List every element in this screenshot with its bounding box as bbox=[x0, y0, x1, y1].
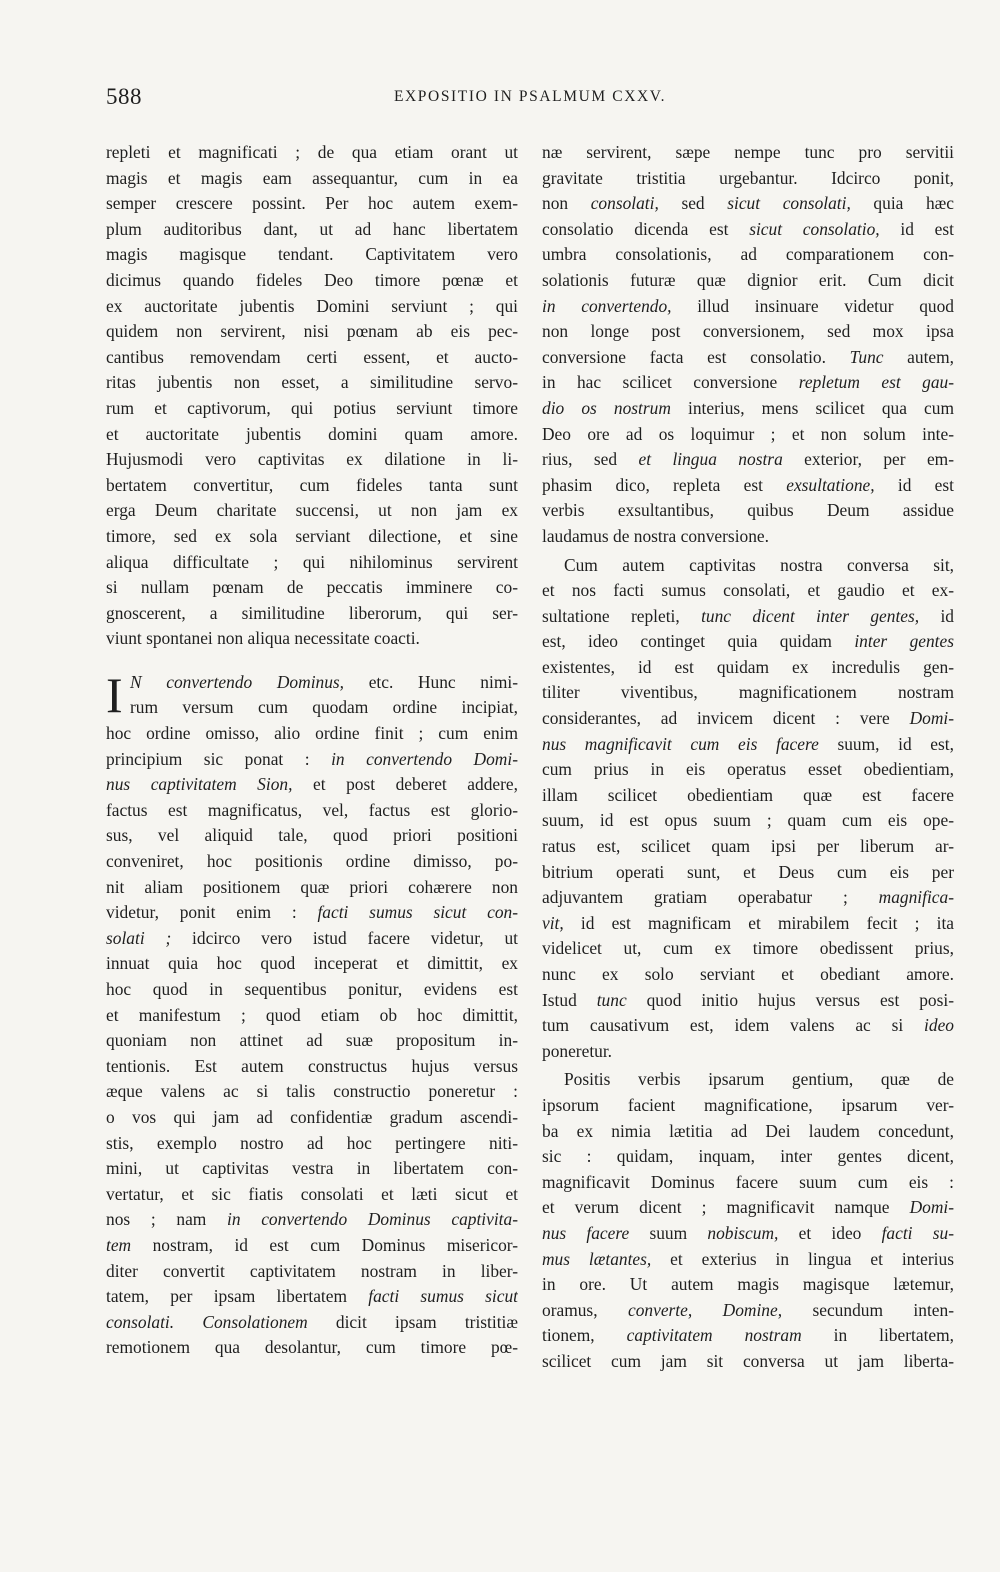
text-run: videlicet ut, cum ex timore obedissent prius, bbox=[542, 938, 954, 959]
text-run: ratus est, scilicet quam ipsi per liberum ar- bbox=[542, 836, 954, 857]
italic-text: et lingua nostra bbox=[638, 449, 783, 470]
text-line bbox=[542, 319, 954, 345]
text-line bbox=[542, 191, 954, 217]
text-line bbox=[106, 977, 518, 1003]
text-run: ritas jubentis non esset, a similitudine servo- bbox=[106, 372, 518, 393]
text-run: factus est magnificatus, vel, factus est glorio- bbox=[106, 799, 518, 820]
text-line bbox=[106, 1054, 518, 1080]
text-line bbox=[542, 268, 954, 294]
text-line bbox=[106, 319, 518, 345]
text-run: dicimus quando fideles Deo timore pœnæ et bbox=[106, 269, 518, 290]
italic-text: dio os nostrum bbox=[542, 397, 671, 418]
text-line bbox=[542, 1144, 954, 1170]
text-line bbox=[542, 834, 954, 860]
text-line bbox=[106, 242, 518, 268]
italic-text: repletum est gau- bbox=[798, 372, 954, 393]
text-run: in libertatem, bbox=[801, 1325, 954, 1346]
italic-text: solati ; bbox=[106, 927, 172, 948]
text-line bbox=[106, 798, 518, 824]
text-run: timore, sed ex sola serviant dilectione, et sine bbox=[106, 525, 518, 546]
text-line bbox=[542, 680, 954, 706]
text-line bbox=[106, 772, 518, 798]
text-run: laudamus de nostra conversione. bbox=[542, 525, 769, 546]
italic-text: ideo bbox=[924, 1015, 954, 1036]
text-line bbox=[106, 396, 518, 422]
text-run: verbis exsultantibus, quibus Deum assidue bbox=[542, 500, 954, 521]
text-line bbox=[106, 1284, 518, 1310]
italic-text: facti su- bbox=[881, 1222, 954, 1243]
text-run: repleti et magnificati ; de qua etiam orant ut bbox=[106, 142, 518, 162]
paragraph bbox=[542, 1067, 954, 1374]
text-run: hoc quod in sequentibus ponitur, evidens est bbox=[106, 979, 518, 999]
text-line bbox=[106, 926, 518, 952]
text-line bbox=[542, 1221, 954, 1247]
text-line bbox=[106, 294, 518, 320]
text-line bbox=[542, 860, 954, 886]
text-run: quia hæc bbox=[850, 193, 954, 214]
text-run: aliqua difficultate ; qui nihilominus servirent bbox=[106, 551, 518, 572]
text-line bbox=[542, 629, 954, 655]
text-run: autem, bbox=[883, 346, 954, 367]
text-line bbox=[106, 1182, 518, 1208]
page-header bbox=[106, 84, 954, 114]
italic-text: tunc bbox=[596, 989, 627, 1010]
text-line bbox=[542, 370, 954, 396]
text-run: oramus, bbox=[542, 1299, 628, 1320]
text-line bbox=[542, 217, 954, 243]
text-line bbox=[106, 422, 518, 448]
text-line bbox=[106, 670, 518, 696]
italic-text: tunc dicent inter gentes, bbox=[701, 605, 920, 626]
paragraph bbox=[106, 666, 518, 1361]
text-run: bertatem convertitur, cum fideles tanta sunt bbox=[106, 474, 518, 495]
text-line bbox=[542, 524, 954, 550]
text-line bbox=[542, 1247, 954, 1273]
text-line bbox=[106, 140, 518, 166]
paragraph bbox=[106, 140, 518, 652]
text-run: adjuvantem gratiam operabatur ; bbox=[542, 887, 879, 908]
text-run: si nullam pœnam de peccatis imminere co- bbox=[106, 577, 518, 598]
text-run: id bbox=[919, 605, 954, 626]
text-run: et auctoritate jubentis domini quam amore. bbox=[106, 423, 518, 444]
italic-text: facti sumus sicut con- bbox=[317, 902, 518, 923]
text-run: et nos facti sumus consolati, et gaudio et ex- bbox=[542, 580, 954, 601]
text-run: tiliter viventibus, magnificationem nostram bbox=[542, 682, 954, 703]
text-run: existentes, id est quidam ex incredulis gen- bbox=[542, 656, 954, 677]
italic-text: sicut consolatio, bbox=[749, 218, 880, 239]
text-line bbox=[106, 550, 518, 576]
text-run: et ideo bbox=[778, 1222, 882, 1243]
text-run: interius, mens scilicet qua cum bbox=[670, 397, 954, 418]
text-run: mini, ut captivitas vestra in libertatem con- bbox=[106, 1158, 518, 1179]
paragraph bbox=[542, 140, 954, 550]
text-run: suum bbox=[629, 1222, 708, 1243]
text-line bbox=[542, 1298, 954, 1324]
text-line bbox=[542, 578, 954, 604]
text-line bbox=[542, 498, 954, 524]
italic-text: in convertendo Dominus captivita- bbox=[227, 1209, 518, 1230]
italic-text: consolati. Consolationem bbox=[106, 1311, 308, 1332]
text-run: ba ex nimia lætitia ad Dei laudem concedunt, bbox=[542, 1120, 954, 1141]
text-line bbox=[542, 655, 954, 681]
text-run: vertatur, et sic fiatis consolati et læti sicut et bbox=[106, 1183, 518, 1204]
italic-text: Tunc bbox=[849, 346, 884, 367]
text-run: remotionem qua desolantur, cum timore pœ- bbox=[106, 1337, 518, 1358]
text-line bbox=[106, 695, 518, 721]
text-line bbox=[542, 1119, 954, 1145]
text-line bbox=[106, 1028, 518, 1054]
text-run: illud insinuare videtur quod bbox=[671, 295, 954, 316]
text-line bbox=[542, 988, 954, 1014]
text-run: o vos qui jam ad confidentiæ gradum ascendi- bbox=[106, 1106, 518, 1127]
text-line bbox=[106, 626, 518, 652]
text-line bbox=[542, 294, 954, 320]
text-line bbox=[542, 396, 954, 422]
text-line bbox=[106, 900, 518, 926]
text-line bbox=[106, 1131, 518, 1157]
text-line bbox=[542, 1170, 954, 1196]
text-run: etc. Hunc nimi- bbox=[344, 671, 518, 692]
text-run: sed bbox=[658, 193, 728, 214]
text-line bbox=[106, 1105, 518, 1131]
text-run: sus, vel aliquid tale, quod priori positioni bbox=[106, 825, 518, 846]
text-line bbox=[542, 604, 954, 630]
drop-cap: I bbox=[106, 666, 123, 723]
text-line bbox=[542, 706, 954, 732]
text-line bbox=[542, 1323, 954, 1349]
text-run: magis et magis eam assequantur, cum in ea bbox=[106, 167, 518, 188]
text-line bbox=[542, 140, 954, 166]
text-run: id est bbox=[874, 474, 954, 495]
text-line bbox=[106, 345, 518, 371]
text-run: magis magisque tendant. Captivitatem vero bbox=[106, 244, 518, 265]
text-line bbox=[542, 422, 954, 448]
text-run: plum auditoribus dant, ut ad hanc libertatem bbox=[106, 218, 518, 239]
text-run: Hujusmodi vero captivitas ex dilatione in li- bbox=[106, 449, 518, 470]
text-run: nostram, id est cum Dominus misericor- bbox=[131, 1234, 518, 1255]
text-run: magnificavit Dominus facere suum cum eis : bbox=[542, 1171, 954, 1192]
text-line bbox=[106, 473, 518, 499]
text-run: solationis futuræ quæ dignior erit. Cum dicit bbox=[542, 269, 954, 290]
italic-text: N convertendo Dominus, bbox=[130, 671, 345, 692]
text-run: videtur, ponit enim : bbox=[106, 902, 318, 923]
text-line bbox=[106, 721, 518, 747]
text-run: erga Deum charitate succensi, ut non jam ex bbox=[106, 500, 518, 521]
text-line bbox=[106, 1003, 518, 1029]
text-line bbox=[542, 166, 954, 192]
running-head: EXPOSITIO IN PSALMUM CXXV. bbox=[393, 88, 667, 105]
text-line bbox=[106, 601, 518, 627]
text-run: id est bbox=[879, 218, 954, 239]
text-line bbox=[106, 1335, 518, 1361]
page-number: 588 bbox=[106, 84, 142, 109]
text-line bbox=[542, 345, 954, 371]
text-run: viunt spontanei non aliqua necessitate coacti. bbox=[106, 628, 420, 649]
italic-text: consolati, bbox=[590, 193, 659, 214]
text-run: semper crescere possint. Per hoc autem exem- bbox=[106, 193, 518, 214]
text-run: in hac scilicet conversione bbox=[542, 372, 799, 393]
text-run: nunc ex solo serviant et obediant amore. bbox=[542, 964, 954, 984]
italic-text: inter gentes bbox=[854, 631, 954, 652]
text-run: conveniret, hoc positionis ordine dimisso, po- bbox=[106, 851, 518, 872]
text-run: ipsorum facient magnificatione, ipsarum ver- bbox=[542, 1094, 954, 1115]
text-run: et verum dicent ; magnificavit namque bbox=[542, 1197, 910, 1218]
text-line bbox=[542, 1349, 954, 1375]
text-run: et manifestum ; quod etiam ob hoc dimittit, bbox=[106, 1004, 518, 1025]
text-run: tum causativum est, idem valens ac si bbox=[542, 1015, 925, 1036]
text-run: conversione facta est consolatio. bbox=[542, 346, 850, 367]
italic-text: nus magnificavit cum eis facere bbox=[542, 733, 819, 754]
text-run: diter convertit captivitatem nostram in liber- bbox=[106, 1260, 518, 1281]
text-run: cum prius in eis operatus esset obedientiam, bbox=[542, 759, 954, 780]
text-line bbox=[106, 575, 518, 601]
italic-text: tem bbox=[106, 1234, 132, 1255]
text-line bbox=[542, 885, 954, 911]
paragraph-with-dropcap bbox=[106, 666, 518, 1361]
italic-text: converte, Domine, bbox=[627, 1299, 783, 1320]
text-line bbox=[542, 962, 954, 988]
text-run: et post deberet addere, bbox=[292, 774, 518, 795]
text-run: phasim dico, repleta est bbox=[542, 474, 787, 495]
text-line bbox=[542, 808, 954, 834]
text-line bbox=[542, 1013, 954, 1039]
text-line bbox=[106, 524, 518, 550]
text-line bbox=[106, 1207, 518, 1233]
text-line bbox=[106, 447, 518, 473]
text-line bbox=[106, 849, 518, 875]
text-run: illam scilicet obedientiam quæ est facere bbox=[542, 784, 954, 805]
text-line bbox=[106, 823, 518, 849]
text-line bbox=[542, 553, 954, 579]
italic-text: mus lætantes, bbox=[542, 1248, 652, 1269]
text-line bbox=[106, 1259, 518, 1285]
text-run: gravitate tristitia urgebantur. Idcirco ponit, bbox=[542, 167, 954, 188]
text-run: tatem, per ipsam libertatem bbox=[106, 1286, 369, 1307]
text-line bbox=[106, 1310, 518, 1336]
text-run: idcirco vero istud facere videtur, ut bbox=[171, 927, 518, 948]
text-run: Positis verbis ipsarum gentium, quæ de bbox=[564, 1069, 954, 1090]
text-line bbox=[542, 911, 954, 937]
text-line bbox=[542, 242, 954, 268]
text-line bbox=[542, 447, 954, 473]
italic-text: facti sumus sicut bbox=[368, 1286, 518, 1307]
text-line bbox=[106, 370, 518, 396]
right-column bbox=[542, 140, 954, 1375]
italic-text: exsultatione, bbox=[786, 474, 875, 495]
text-run: non longe post conversionem, sed mox ipsa bbox=[542, 321, 954, 342]
text-line bbox=[542, 1039, 954, 1065]
text-run: æque valens ac si talis constructio poneretur : bbox=[106, 1081, 518, 1102]
text-line bbox=[106, 191, 518, 217]
text-line bbox=[542, 936, 954, 962]
text-run: et exterius in lingua et interius bbox=[651, 1248, 954, 1269]
italic-text: nus facere bbox=[542, 1222, 630, 1243]
italic-text: Domi- bbox=[909, 1197, 954, 1218]
text-line bbox=[106, 951, 518, 977]
text-line bbox=[106, 747, 518, 773]
italic-text: in convertendo, bbox=[542, 295, 672, 316]
text-run: suum, id est opus suum ; quam cum eis ope- bbox=[542, 810, 954, 831]
italic-text: vit, bbox=[542, 912, 564, 933]
italic-text: nus captivitatem Sion, bbox=[106, 774, 293, 795]
text-run: principium sic ponat : bbox=[106, 748, 332, 769]
text-line bbox=[542, 473, 954, 499]
italic-text: in convertendo Domi- bbox=[331, 748, 518, 769]
text-line bbox=[106, 217, 518, 243]
text-run: nos ; nam bbox=[106, 1209, 227, 1230]
text-run: cantibus removendam certi essent, et aucto- bbox=[106, 346, 518, 367]
text-run: quidem non servirent, nisi pœnam ab eis pec- bbox=[106, 321, 518, 342]
text-run: rius, sed bbox=[542, 449, 639, 470]
text-run: gnoscerent, a similitudine liberorum, qui ser- bbox=[106, 602, 518, 623]
text-run: exterior, per em- bbox=[782, 449, 954, 470]
paragraph bbox=[542, 553, 954, 1065]
text-line bbox=[542, 1195, 954, 1221]
text-run: non bbox=[542, 193, 591, 214]
text-line bbox=[542, 1093, 954, 1119]
text-run: hoc ordine omisso, alio ordine finit ; cum enim bbox=[106, 723, 518, 744]
italic-text: magnifica- bbox=[878, 887, 954, 908]
text-line bbox=[542, 1272, 954, 1298]
text-run: tionem, bbox=[542, 1325, 627, 1346]
text-run: Cum autem captivitas nostra conversa sit, bbox=[564, 554, 954, 575]
text-line bbox=[106, 498, 518, 524]
text-line bbox=[542, 1067, 954, 1093]
text-run: considerantes, ad invicem dicent : vere bbox=[542, 708, 910, 729]
left-column bbox=[106, 140, 518, 1375]
text-run: Deo ore ad os loquimur ; et non solum inte- bbox=[542, 423, 954, 444]
text-run: innuat quia hoc quod inceperat et dimittit, ex bbox=[106, 953, 518, 974]
text-run: sic : quidam, inquam, inter gentes dicent, bbox=[542, 1146, 954, 1167]
text-run: quoniam non attinet ad suæ propositum in- bbox=[106, 1030, 518, 1051]
text-line bbox=[542, 757, 954, 783]
italic-text: sicut consolati, bbox=[727, 193, 851, 214]
text-run: poneretur. bbox=[542, 1040, 613, 1061]
text-run: Istud bbox=[542, 989, 597, 1010]
text-run: rum versum cum quodam ordine incipiat, bbox=[130, 697, 518, 718]
text-run: secundum inten- bbox=[782, 1299, 954, 1320]
text-run: consolatio dicenda est bbox=[542, 218, 750, 239]
italic-text: Domi- bbox=[909, 708, 954, 729]
text-run: tentionis. Est autem constructus hujus versus bbox=[106, 1055, 518, 1076]
text-line bbox=[106, 1079, 518, 1105]
text-line bbox=[106, 1233, 518, 1259]
italic-text: captivitatem nostram bbox=[626, 1325, 802, 1346]
text-run: ex auctoritate jubentis Domini serviunt ; qui bbox=[106, 295, 518, 316]
text-line bbox=[106, 1156, 518, 1182]
text-run: quod initio hujus versus est posi- bbox=[626, 989, 954, 1010]
text-run: sultatione repleti, bbox=[542, 605, 702, 626]
text-run: nit aliam positionem quæ priori cohærere non bbox=[106, 876, 518, 897]
text-run: in ore. Ut autem magis magisque lætemur, bbox=[542, 1274, 954, 1295]
text-run: rum et captivorum, qui potius serviunt timore bbox=[106, 397, 518, 418]
text-run: umbra consolationis, ad comparationem con- bbox=[542, 244, 954, 265]
text-run: bitrium operati sunt, et Deus cum eis per bbox=[542, 861, 954, 882]
text-run: stis, exemplo nostro ad hoc pertingere niti- bbox=[106, 1132, 518, 1153]
text-run: suum, id est, bbox=[818, 733, 954, 754]
text-run: id est magnificam et mirabilem fecit ; ita bbox=[563, 912, 954, 933]
text-run: scilicet cum jam sit conversa ut jam liberta- bbox=[542, 1350, 954, 1371]
text-line bbox=[106, 268, 518, 294]
text-line bbox=[106, 166, 518, 192]
italic-text: nobiscum, bbox=[707, 1222, 779, 1243]
text-run: næ servirent, sæpe nempe tunc pro servitii bbox=[542, 142, 954, 162]
text-line bbox=[542, 732, 954, 758]
text-run: dicit ipsam tristitiæ bbox=[307, 1311, 518, 1332]
text-line bbox=[542, 783, 954, 809]
text-run: est, ideo continget quia quidam bbox=[542, 631, 855, 652]
text-line bbox=[106, 875, 518, 901]
